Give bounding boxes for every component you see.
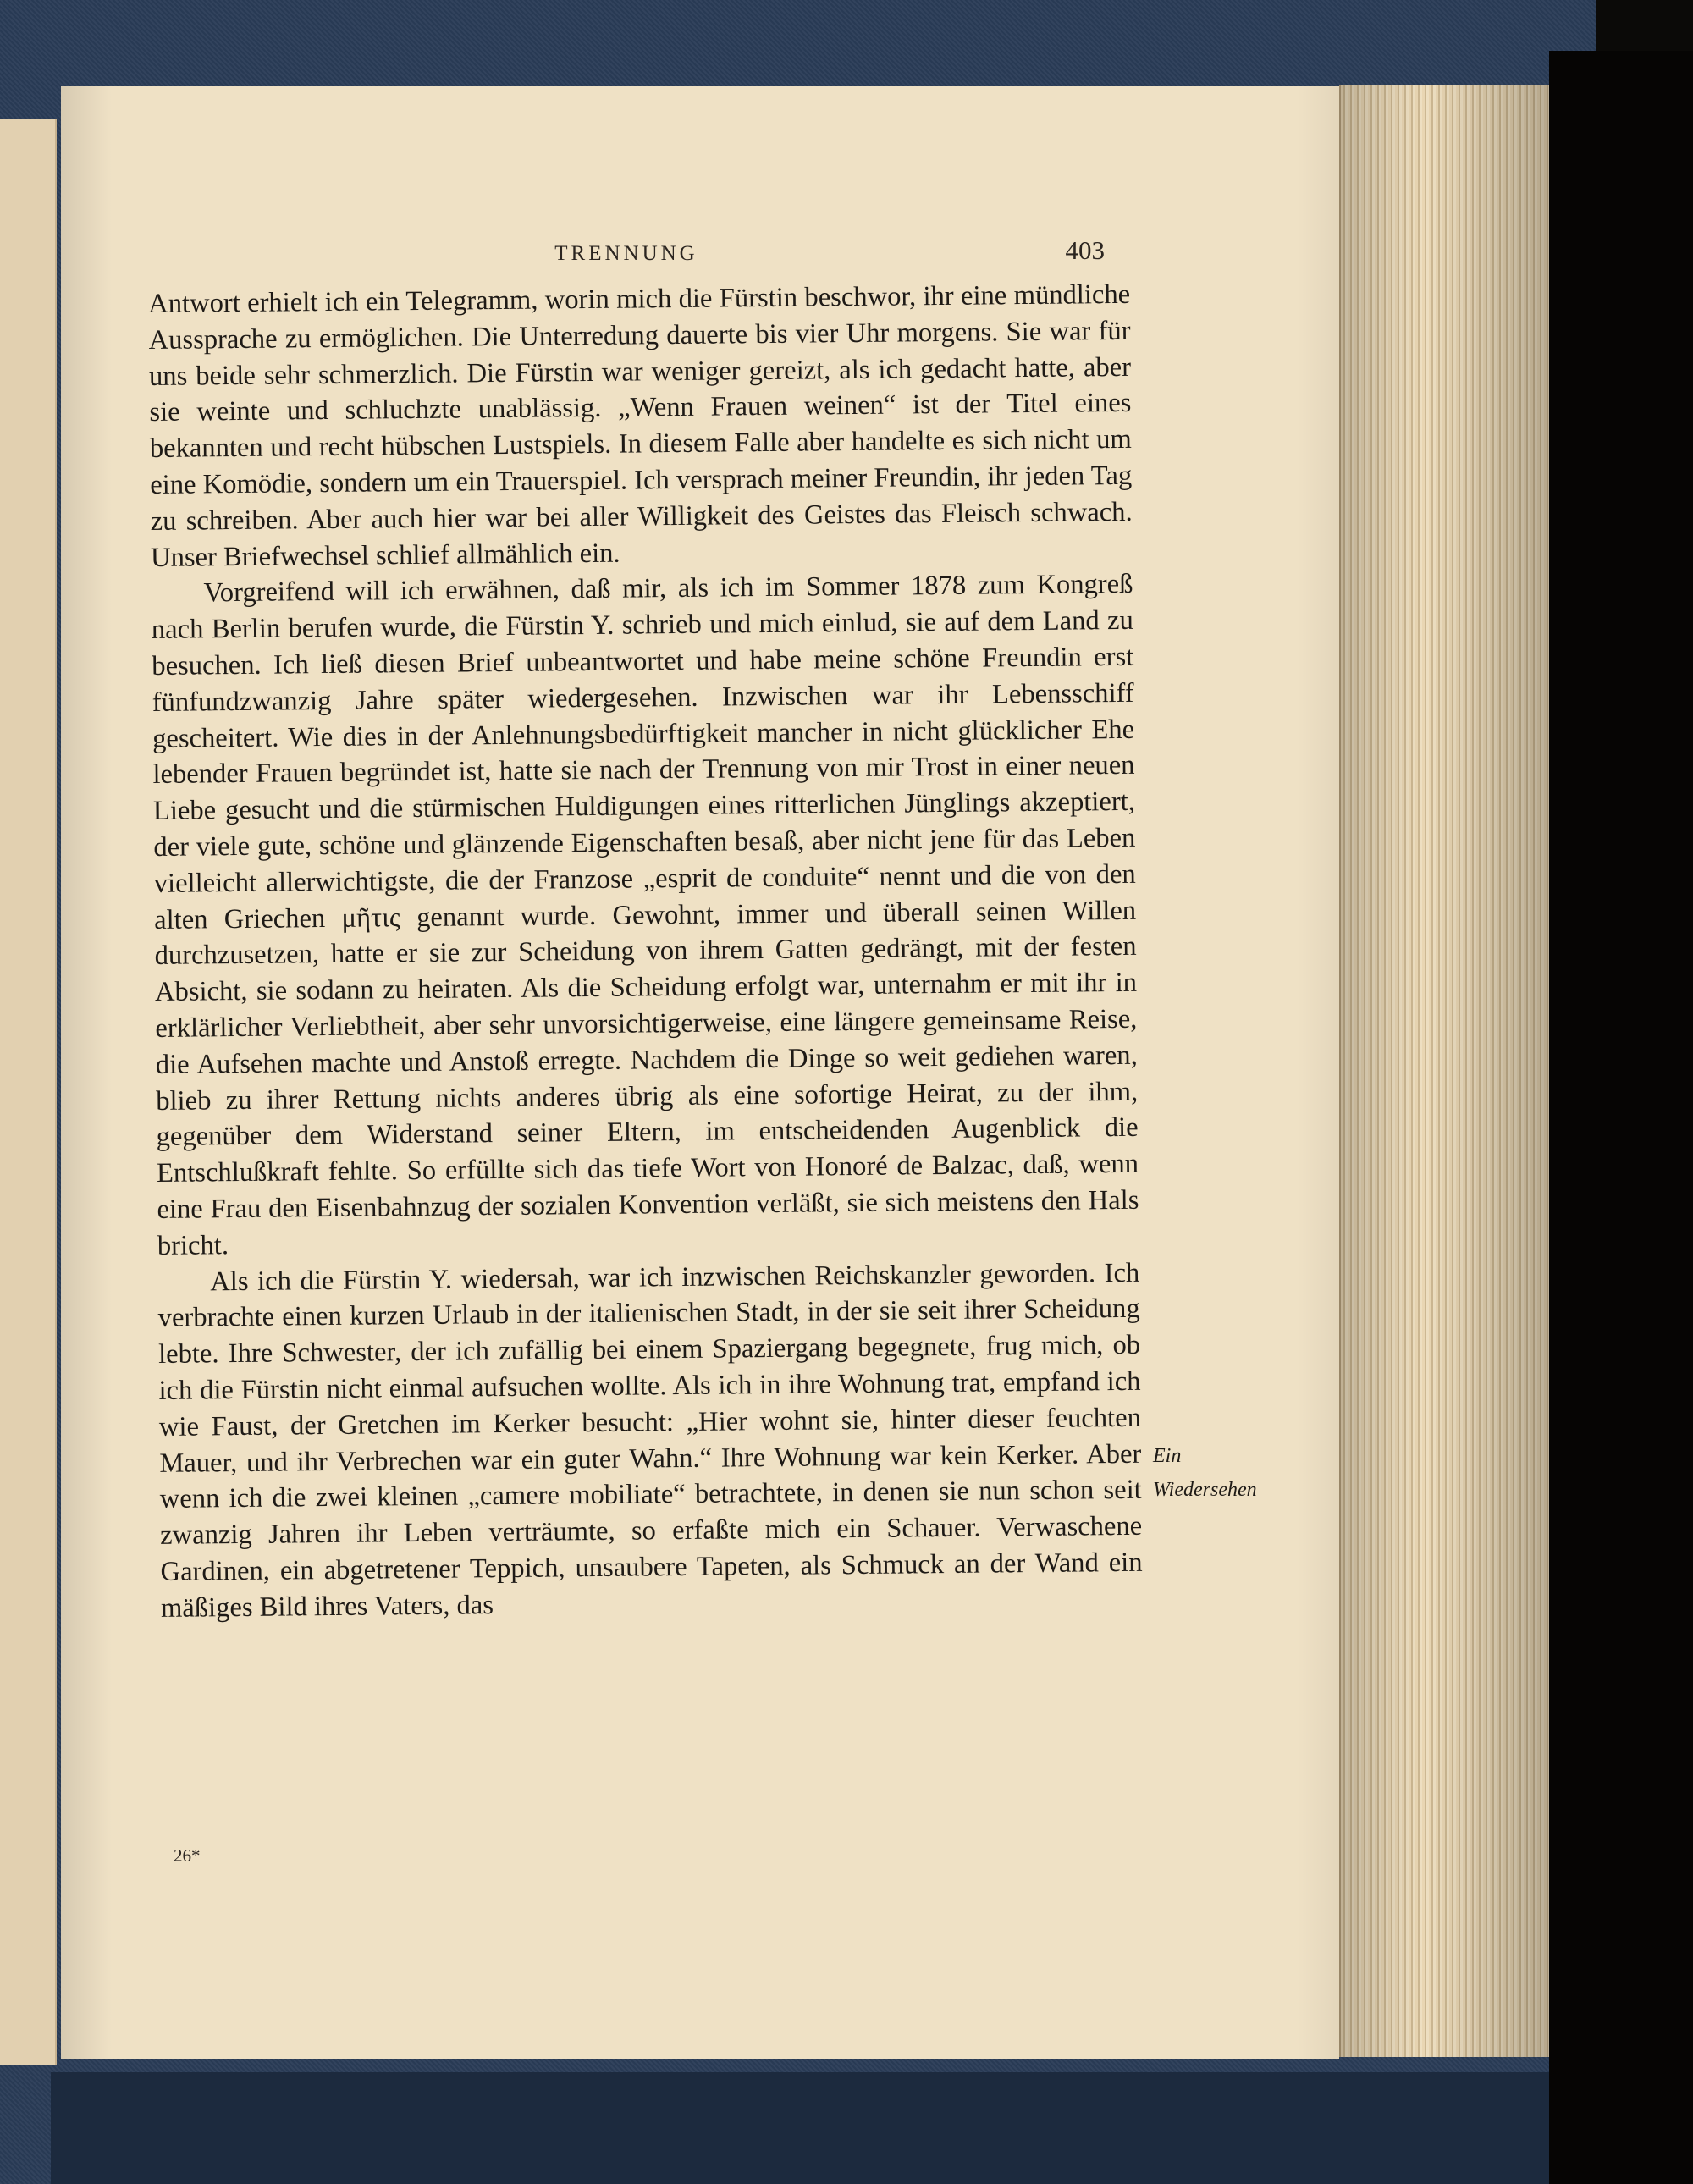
book-cover-bottom-edge: [51, 2072, 1591, 2184]
left-page-edge: [0, 119, 57, 2065]
paragraph-2: Vorgreifend will ich erwähnen, daß mir, als ich im Sommer 1878 zum Kongreß nach Berlin berufen wurde, die Fürstin Y. schrieb und mich einlud, sie auf dem Land zu besuchen. Ich ließ diesen Brief unbeantwortet und habe meine schöne Freundin erst fünfundzwanzig Jahre später wiedergesehen. Inzwischen war ihr Lebensschiff gescheitert. Wie dies in der Anlehnungsbedürftigkeit mancher in nicht glücklicher Ehe lebender Frauen begründet ist, hatte sie nach der Trennung von mir Trost in einer neuen Liebe gesucht und die stürmischen Huldigungen eines ritterlichen Jünglings akzeptiert, der viele gute, schöne und glänzende Eigenschaften besaß, aber nicht jene für das Leben vielleicht allerwichtigste, die der Franzose „esprit de conduite“ nennt und die von den alten Griechen μῆτις genannt wurde. Gewohnt, immer und überall seinen Willen durchzusetzen, hatte er sie zur Scheidung von ihrem Gatten gedrängt, mit der festen Absicht, sie sodann zu heiraten. Als die Scheidung erfolgt war, unternahm er mit ihr in erklärlicher Verliebtheit, aber sehr unvorsichtigerweise, eine längere gemeinsame Reise, die Aufsehen machte und Anstoß erregte. Nachdem die Dinge so weit gediehen waren, blieb zu ihrer Rettung nichts anderes übrig als eine sofortige Heirat, zu der ihm, gegenüber dem Widerstand seiner Eltern, im entscheidenden Augenblick die Entschlußkraft fehlte. So erfüllte sich das tiefe Wort von Honoré de Balzac, daß, wenn eine Frau den Eisenbahnzug der sozialen Konvention verläßt, sie sich meistens den Hals bricht.: [151, 569, 1139, 1261]
running-title: TRENNUNG: [554, 242, 698, 265]
paragraph-1: Antwort erhielt ich ein Telegramm, worin mich die Fürstin beschwor, ihr eine mündliche Aussprache zu ermöglichen. Die Unterredung dauerte bis vier Uhr morgens. Sie war für uns beide sehr schmerzlich. Die Fürstin war weniger gereizt, als ich gedacht hatte, aber sie weinte und schluchzte unablässig. „Wenn Frauen weinen“ ist der Titel eines bekannten und recht hübschen Lustspiels. In diesem Falle aber handelte es sich nicht um eine Komödie, sondern um ein Trauerspiel. Ich versprach meiner Freundin, ihr jeden Tag zu schreiben. Aber auch hier war bei aller Willigkeit des Geistes das Fleisch schwach. Unser Briefwechsel schlief allmählich ein.: [148, 279, 1133, 573]
page-stack-shadow: [1339, 85, 1549, 2057]
background-edge: [1549, 51, 1693, 2184]
page-header: [148, 235, 1105, 278]
marginal-note-line-1: Ein: [1153, 1445, 1182, 1467]
marginal-note-line-2: Wiedersehen: [1153, 1479, 1257, 1501]
marginal-note: [1153, 1439, 1297, 1507]
page-number: 403: [1065, 235, 1105, 265]
signature-mark: 26*: [174, 1845, 201, 1866]
body-text: [148, 277, 1143, 1627]
paragraph-3: Als ich die Fürstin Y. wiedersah, war ich inzwischen Reichskanzler geworden. Ich verbrachte einen kurzen Urlaub in der italienischen Stadt, in der sie seit ihrer Scheidung lebte. Ihre Schwester, der ich zufällig bei einem Spaziergang begegnete, frug mich, ob ich die Fürstin nicht einmal aufsuchen wollte. Als ich in ihre Wohnung trat, empfand ich wie Faust, der Gretchen im Kerker besucht: „Hier wohnt sie, hinter dieser feuchten Mauer, und ihr Verbrechen war ein guter Wahn.“ Ihre Wohnung war kein Kerker. Aber wenn ich die zwei kleinen „camere mobiliate“ betrachtete, in denen sie nun schon seit zwanzig Jahren ihr Leben verträumte, so erfaßte mich ein Schauer. Verwaschene Gardinen, ein abgetretener Teppich, unsaubere Tapeten, als Schmuck an der Wand ein mäßiges Bild ihres Vaters, das: [157, 1257, 1143, 1624]
